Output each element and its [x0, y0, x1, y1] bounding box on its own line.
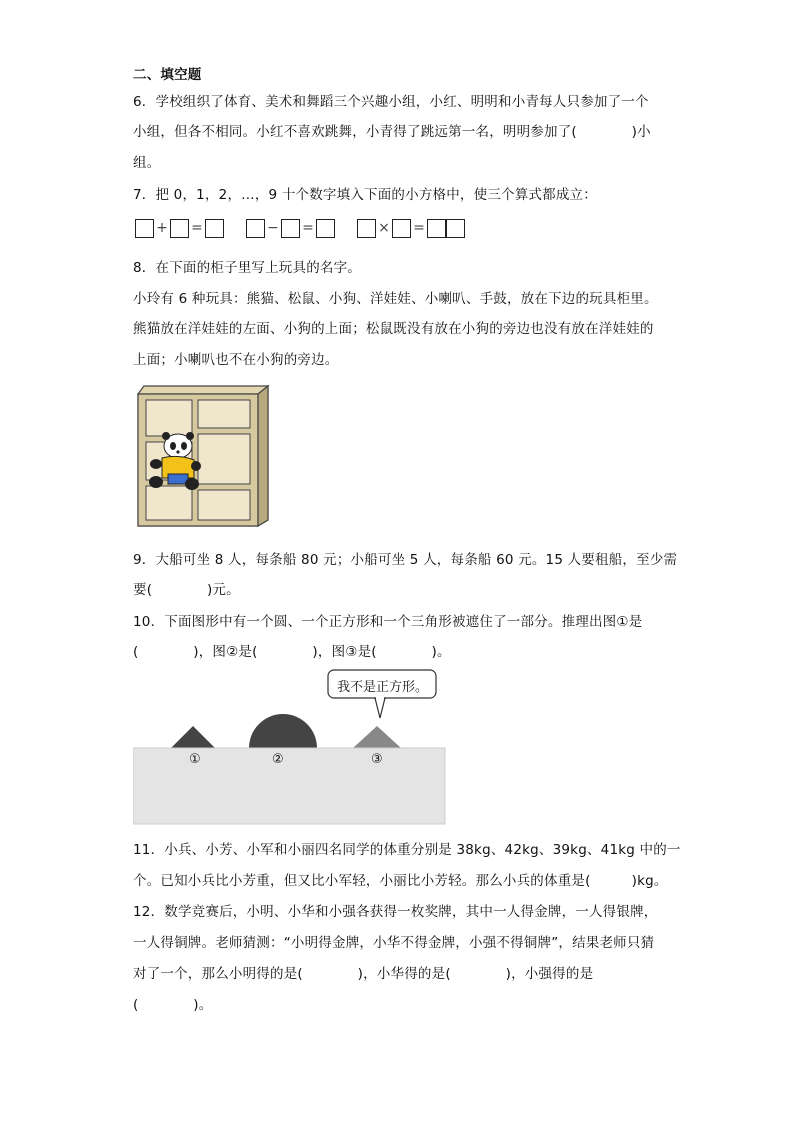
q6-line3: 组。	[133, 155, 161, 171]
equals-sign: =	[413, 220, 425, 236]
toy-cabinet-illustration	[134, 380, 272, 528]
answer-box[interactable]	[392, 219, 411, 238]
q6-line2: 小组，但各不相同。小红不喜欢跳舞，小青得了跳远第一名，明明参加了( )小	[133, 124, 651, 140]
covered-shapes-figure	[133, 666, 453, 826]
answer-box[interactable]	[246, 219, 265, 238]
answer-box[interactable]	[281, 219, 300, 238]
circle-shape-2	[249, 714, 317, 748]
bubble-text: 我不是正方形。	[337, 680, 429, 695]
q9-line2: 要( )元。	[133, 582, 240, 598]
q11-line1: 11．小兵、小芳、小军和小丽四名同学的体重分别是 38kg、42kg、39kg、41kg 中的一	[133, 842, 681, 858]
minus-sign: −	[267, 220, 279, 236]
section-title: 二、填空题	[133, 67, 202, 83]
plus-sign: +	[156, 220, 168, 236]
q7-line1: 7．把 0，1，2，…，9 十个数字填入下面的小方格中，使三个算式都成立：	[133, 187, 597, 203]
answer-box[interactable]	[357, 219, 376, 238]
answer-box[interactable]	[135, 219, 154, 238]
q12-line2: 一人得铜牌。老师猜测：“小明得金牌，小华不得金牌，小强不得铜牌”，结果老师只猜	[133, 935, 655, 951]
q10-line1: 10．下面图形中有一个圆、一个正方形和一个三角形被遮住了一部分。推理出图①是	[133, 614, 643, 630]
q6-line1: 6．学校组织了体育、美术和舞蹈三个兴趣小组，小红、明明和小青每人只参加了一个	[133, 94, 649, 110]
answer-box[interactable]	[170, 219, 189, 238]
q10-line2: ( )，图②是( )，图③是( )。	[133, 644, 451, 660]
label-2: ②	[272, 752, 284, 767]
label-3: ③	[371, 752, 383, 767]
triangle-shape-1	[171, 726, 215, 748]
q8-line1: 8．在下面的柜子里写上玩具的名字。	[133, 260, 361, 276]
q11-line2: 个。已知小兵比小芳重，但又比小军轻，小丽比小芳轻。那么小兵的体重是( )kg。	[133, 873, 668, 889]
answer-box[interactable]	[316, 219, 335, 238]
q8-line4: 上面；小喇叭也不在小狗的旁边。	[133, 352, 339, 368]
triangle-shape-3	[353, 726, 401, 748]
q7-equations	[135, 216, 465, 240]
answer-box[interactable]	[427, 219, 446, 238]
q9-line1: 9．大船可坐 8 人，每条船 80 元；小船可坐 5 人，每条船 60 元。15 人要租船，至少需	[133, 552, 678, 568]
equals-sign: =	[302, 220, 314, 236]
q12-line3: 对了一个，那么小明得的是( )，小华得的是( )，小强得的是	[133, 966, 594, 982]
label-1: ①	[189, 752, 201, 767]
times-sign: ×	[378, 220, 390, 236]
cover-board	[133, 748, 445, 824]
answer-box[interactable]	[446, 219, 465, 238]
q8-line3: 熊猫放在洋娃娃的左面、小狗的上面；松鼠既没有放在小狗的旁边也没有放在洋娃娃的	[133, 321, 654, 337]
q12-line1: 12．数学竞赛后，小明、小华和小强各获得一枚奖牌，其中一人得金牌，一人得银牌，	[133, 904, 658, 920]
answer-box[interactable]	[205, 219, 224, 238]
q12-line4: ( )。	[133, 997, 213, 1013]
q8-line2: 小玲有 6 种玩具：熊猫、松鼠、小狗、洋娃娃、小喇叭、手鼓，放在下边的玩具柜里。	[133, 291, 658, 307]
equals-sign: =	[191, 220, 203, 236]
